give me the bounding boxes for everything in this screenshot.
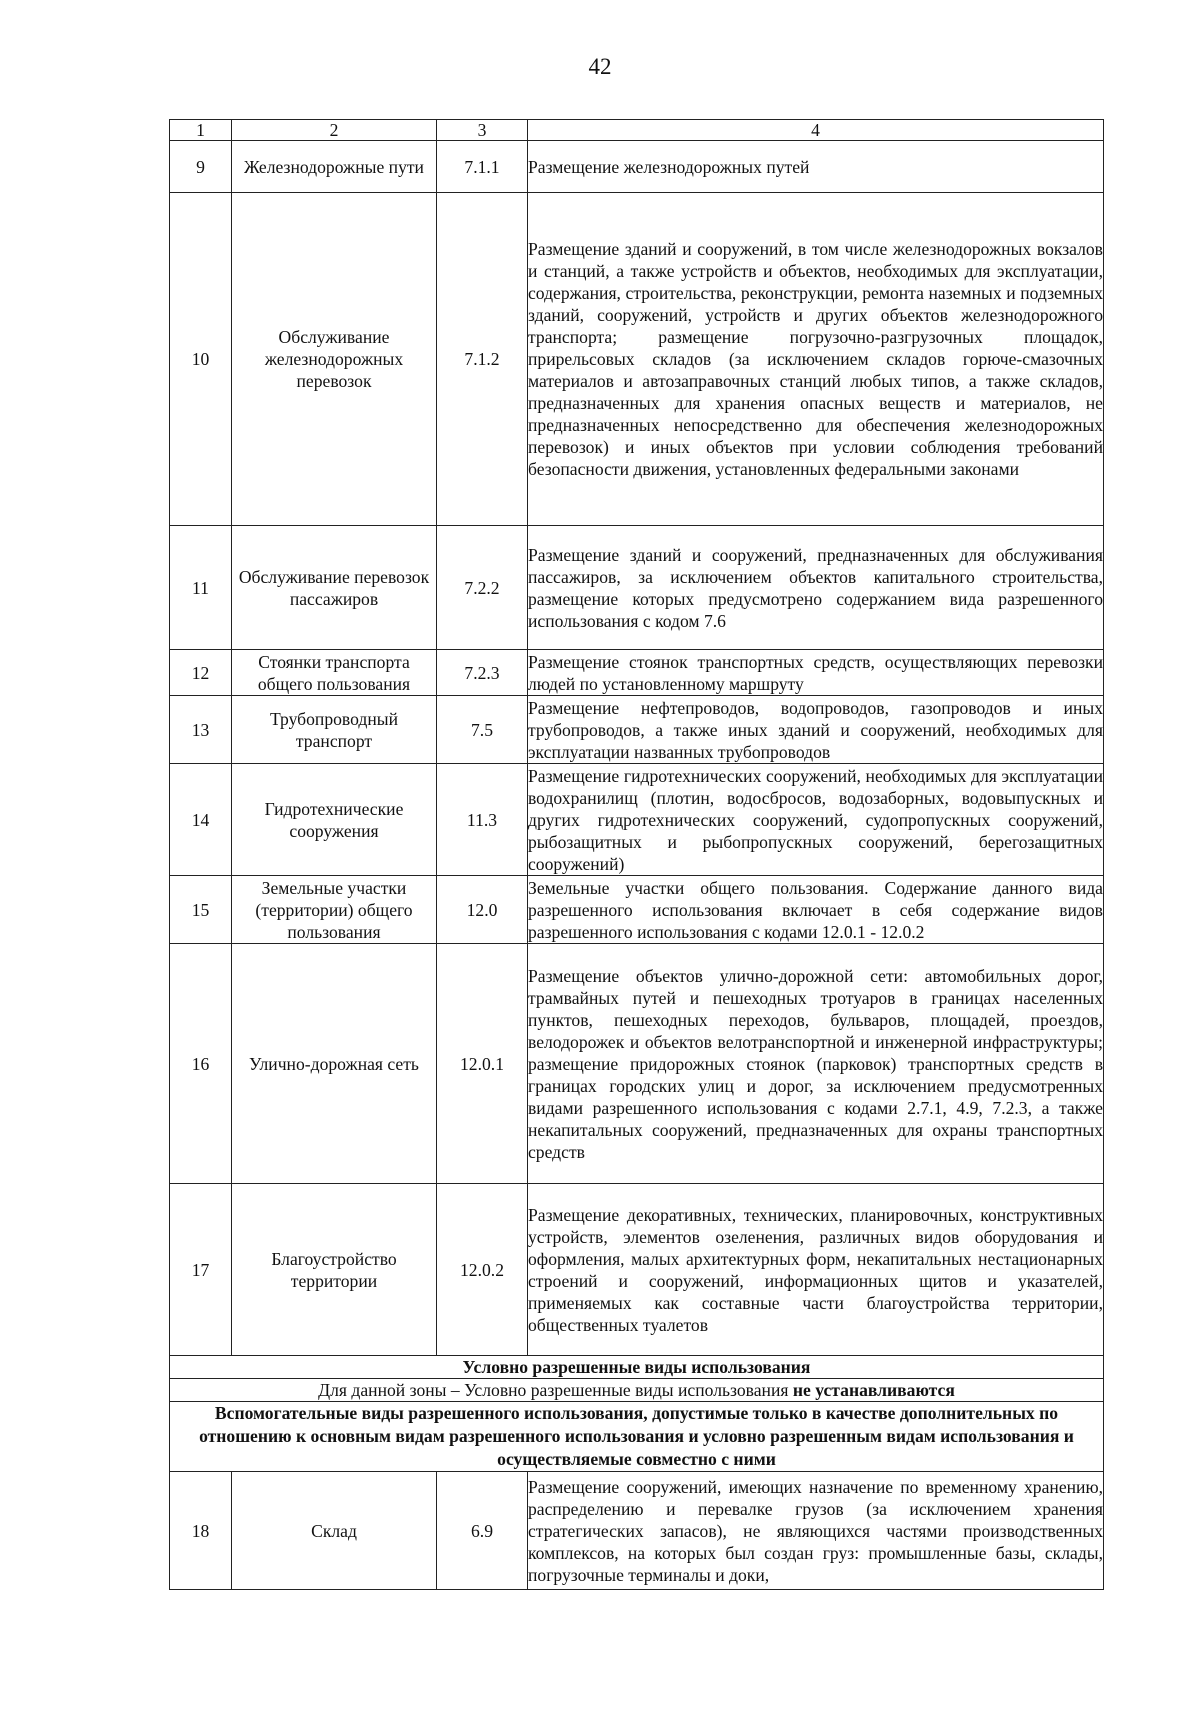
table-row xyxy=(170,876,1104,944)
use-type-description: Размещение объектов улично-дорожной сети: автомобильных дорог, трамвайных путей и пешеходных тротуаров в границах населенных пунктов, пешеходных переходов, бульваров, площадей, проездов, велодорожек и объектов велотранспортной и инженерной инфраструктуры; размещение придорожных стоянок (парковок) транспортных средств в границах городских улиц и дорог, за исключением предусмотренных видами разрешенного использования с кодами 2.7.1, 4.9, 7.2.3, а также некапитальных сооружений, предназначенных для охраны транспортных средств xyxy=(528,944,1104,1184)
use-type-code: 7.2.2 xyxy=(437,526,528,650)
use-type-description: Размещение зданий и сооружений, предназначенных для обслуживания пассажиров, за исключением объектов капитального строительства, размещение которых предусмотрено содержанием вида разрешенного использования с кодом 7.6 xyxy=(528,526,1104,650)
use-type-description: Размещение зданий и сооружений, в том числе железнодорожных вокзалов и станций, а также устройств и объектов, необходимых для эксплуатации, содержания, строительства, реконструкции, ремонта наземных и подземных зданий, сооружений, устройств и других объектов железнодорожного транспорта; размещение погрузочно-разгрузочных площадок, прирельсовых складов (за исключением складов горюче-смазочных материалов и автозаправочных станций любых типов, а также складов, предназначенных для хранения опасных веществ и материалов, не предназначенных непосредственно для обеспечения железнодорожных перевозок) и иных объектов при условии соблюдения требований безопасности движения, установленных федеральными законами xyxy=(528,193,1104,526)
conditional-uses-heading: Условно разрешенные виды использования xyxy=(170,1356,1104,1379)
use-type-description: Земельные участки общего пользования. Содержание данного вида разрешенного использования включает в себя содержание видов разрешенного использования с кодами 12.0.1 - 12.0.2 xyxy=(528,877,1103,942)
conditional-uses-heading-row xyxy=(170,1356,1104,1379)
use-type-name: Гидротехнические сооружения xyxy=(232,764,437,876)
use-type-code: 12.0.2 xyxy=(437,1184,528,1356)
zone-note xyxy=(170,1379,1104,1402)
header-cell-3: 3 xyxy=(437,120,528,141)
use-type-name: Земельные участки (территории) общего пользования xyxy=(232,876,437,944)
header-cell-2: 2 xyxy=(232,120,437,141)
use-type-code: 6.9 xyxy=(437,1472,528,1590)
auxiliary-uses-heading-row xyxy=(170,1402,1104,1472)
use-type-description: Размещение сооружений, имеющих назначение по временному хранению, распределению и перевалке грузов (за исключением хранения стратегических запасов), не являющихся частями производственных комплексов, на которых был создан груз: промышленные базы, склады, погрузочные терминалы и доки, xyxy=(528,1472,1104,1590)
table-row xyxy=(170,696,1104,764)
use-type-code: 7.2.3 xyxy=(437,650,528,696)
table-row xyxy=(170,650,1104,696)
use-type-description: Размещение гидротехнических сооружений, необходимых для эксплуатации водохранилищ (плотин, водосбросов, водозаборных, водовыпускных и других гидротехнических сооружений, судопропускных сооружений, рыбозащитных и рыбопропускных сооружений, берегозащитных сооружений) xyxy=(528,765,1103,874)
use-type-name: Благоустройство территории xyxy=(232,1184,437,1356)
use-type-code: 12.0.1 xyxy=(437,944,528,1184)
row-number: 10 xyxy=(170,193,232,526)
use-type-name: Стоянки транспорта общего пользования xyxy=(232,650,437,696)
use-type-description: Размещение декоративных, технических, планировочных, конструктивных устройств, элементов озеленения, различных видов оборудования и оформления, малых архитектурных форм, некапитальных нестационарных строений и сооружений, информационных щитов и указателей, применяемых как составные части благоустройства территории, общественных туалетов xyxy=(528,1184,1104,1356)
use-type-name: Улично-дорожная сеть xyxy=(232,944,437,1184)
use-type-code: 7.5 xyxy=(437,696,528,764)
row-number: 15 xyxy=(170,876,232,944)
header-cell-4: 4 xyxy=(528,120,1104,141)
use-type-name: Трубопроводный транспорт xyxy=(232,696,437,764)
row-number: 16 xyxy=(170,944,232,1184)
table-row xyxy=(170,764,1104,876)
land-use-table xyxy=(169,119,1104,1590)
zone-note-row xyxy=(170,1379,1104,1402)
use-type-code: 7.1.1 xyxy=(437,141,528,193)
zone-note-emphasis: не устанавливаются xyxy=(792,1380,955,1400)
page-number: 42 xyxy=(588,54,612,79)
use-type-description: Размещение нефтепроводов, водопроводов, газопроводов и иных трубопроводов, а также иных зданий и сооружений, необходимых для эксплуатации названных трубопроводов xyxy=(528,697,1103,762)
use-type-description: Размещение стоянок транспортных средств, осуществляющих перевозки людей по установленному маршруту xyxy=(528,651,1103,694)
table-row xyxy=(170,141,1104,193)
table-row xyxy=(170,1184,1104,1356)
row-number: 13 xyxy=(170,696,232,764)
row-number: 14 xyxy=(170,764,232,876)
table-row xyxy=(170,193,1104,526)
table-row xyxy=(170,944,1104,1184)
table-row xyxy=(170,526,1104,650)
use-type-description: Размещение железнодорожных путей xyxy=(528,141,1104,193)
use-type-code: 7.1.2 xyxy=(437,193,528,526)
zone-note-text: Для данной зоны – Условно разрешенные виды использования xyxy=(318,1380,789,1400)
use-type-name: Обслуживание перевозок пассажиров xyxy=(232,526,437,650)
row-number: 11 xyxy=(170,526,232,650)
table-header-row xyxy=(170,120,1104,141)
use-type-name: Склад xyxy=(232,1472,437,1590)
row-number: 18 xyxy=(170,1472,232,1590)
row-number: 17 xyxy=(170,1184,232,1356)
use-type-code: 11.3 xyxy=(437,764,528,876)
row-number: 9 xyxy=(170,141,232,193)
row-number: 12 xyxy=(170,650,232,696)
header-cell-1: 1 xyxy=(170,120,232,141)
table-row xyxy=(170,1472,1104,1590)
use-type-name: Обслуживание железнодорожных перевозок xyxy=(232,193,437,526)
use-type-name: Железнодорожные пути xyxy=(232,141,437,193)
use-type-code: 12.0 xyxy=(437,876,528,944)
auxiliary-uses-heading: Вспомогательные виды разрешенного использования, допустимые только в качестве дополнительных по отношению к основным видам разрешенного использования и условно разрешенным видам использования и осуществляемые совместно с ними xyxy=(170,1402,1104,1472)
